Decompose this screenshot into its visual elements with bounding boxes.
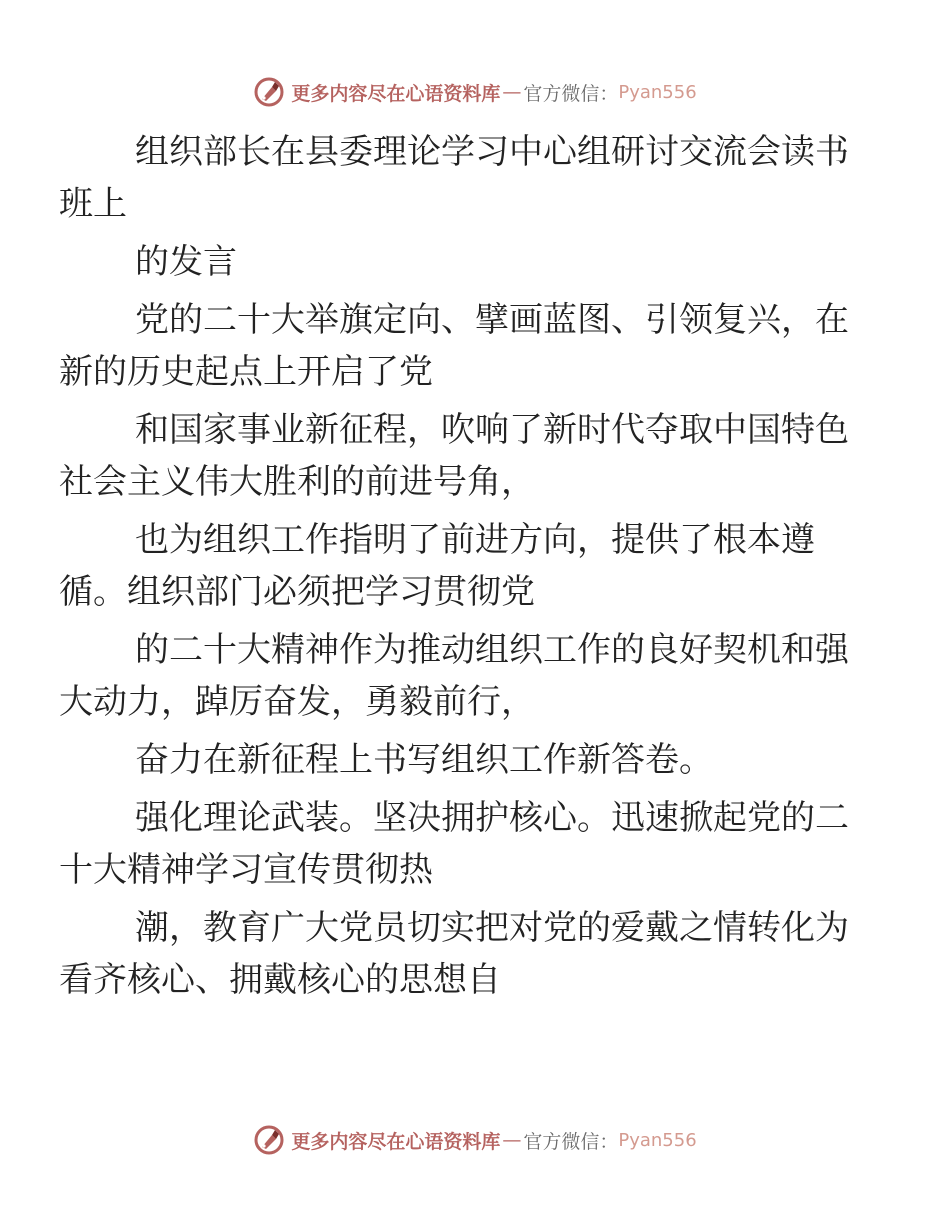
banner-official-label: 官方微信：: [523, 82, 619, 105]
paragraph-line: 和国家事业新征程，吹响了新时代夺取中国特色: [135, 410, 849, 450]
paragraph: [59, 126, 857, 230]
banner-content: [253, 1124, 696, 1156]
paragraph-line-cont: 看齐核心、拥戴核心的思想自: [59, 960, 501, 1000]
document-body: [59, 126, 857, 1012]
banner-slogan: 更多内容尽在心语资料库: [291, 82, 501, 105]
paragraph: [97, 236, 857, 288]
paragraph: [59, 792, 857, 896]
paragraph-line-cont: 新的历史起点上开启了党: [59, 352, 433, 392]
paragraph-line: 的发言: [135, 242, 237, 282]
banner-slogan: 更多内容尽在心语资料库: [291, 1130, 501, 1153]
paragraph-line: 奋力在新征程上书写组织工作新答卷。: [135, 740, 713, 780]
footer-banner: [0, 1120, 950, 1160]
banner-content: [253, 76, 696, 108]
paragraph: [59, 294, 857, 398]
paragraph-line: 也为组织工作指明了前进方向，提供了根本遵: [135, 520, 815, 560]
paragraph-line-cont: 社会主义伟大胜利的前进号角，: [59, 462, 535, 502]
paragraph-line-cont: 循。组织部门必须把学习贯彻党: [59, 572, 535, 612]
banner-official-label: 官方微信：: [523, 1130, 619, 1153]
paragraph-line-cont: 班上: [59, 184, 127, 224]
header-banner: [0, 72, 950, 112]
pen-badge-icon: [253, 1124, 285, 1156]
banner-dash: —: [502, 1129, 522, 1151]
paragraph-line: 组织部长在县委理论学习中心组研讨交流会读书: [135, 132, 849, 172]
banner-dash: —: [502, 81, 522, 103]
paragraph-line-cont: 十大精神学习宣传贯彻热: [59, 850, 433, 890]
banner-text: [291, 1127, 696, 1154]
banner-text: [291, 79, 696, 106]
paragraph-line: 党的二十大举旗定向、擘画蓝图、引领复兴，在: [135, 300, 849, 340]
paragraph: [59, 404, 857, 508]
paragraph: [97, 734, 857, 786]
paragraph-line-cont: 大动力，踔厉奋发，勇毅前行，: [59, 682, 535, 722]
banner-wechat-id: Pyan556: [618, 81, 697, 103]
pen-badge-icon: [253, 76, 285, 108]
paragraph: [59, 902, 857, 1006]
paragraph: [59, 624, 857, 728]
paragraph-line: 潮，教育广大党员切实把对党的爱戴之情转化为: [135, 908, 849, 948]
paragraph-line: 强化理论武装。坚决拥护核心。迅速掀起党的二: [135, 798, 849, 838]
paragraph-line: 的二十大精神作为推动组织工作的良好契机和强: [135, 630, 849, 670]
paragraph: [59, 514, 857, 618]
banner-wechat-id: Pyan556: [618, 1129, 697, 1151]
